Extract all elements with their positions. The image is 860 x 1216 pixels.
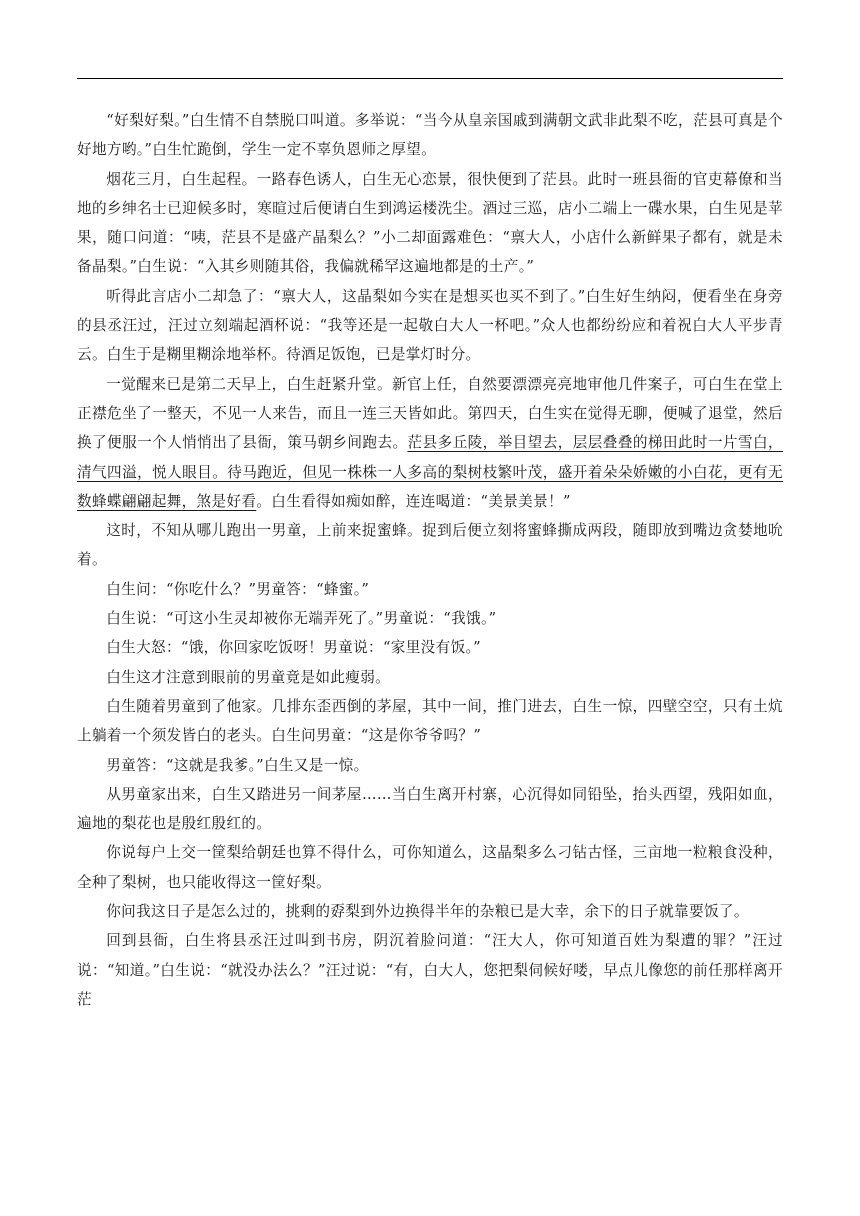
paragraph [77,282,783,370]
paragraph [77,516,783,575]
paragraph [77,575,783,604]
text-segment: 你说每户上交一筐梨给朝廷也算不得什么，可你知道么，这晶梨多么刁钻古怪，三亩地一粒粮食没种，全种了梨树，也只能收得这一筐好梨。 [77,844,783,891]
story-text [77,106,783,1014]
paragraph [77,370,783,516]
paragraph [77,165,783,282]
paragraph [77,692,783,751]
paragraph [77,633,783,662]
text-segment: 白生问：“你吃什么？”男童答：“蜂蜜。” [106,580,370,598]
text-segment: 你问我这日子是怎么过的，挑剩的孬梨到外边换得半年的杂粮已是大幸，余下的日子就靠要饭了。 [106,903,749,921]
text-segment: 烟花三月，白生起程。一路春色诱人，白生无心恋景，很快便到了茫县。此时一班县衙的官吏幕僚和当地的乡绅名士已迎候多时，寒暄过后便请白生到鸿运楼洗尘。酒过三巡，店小二端上一碟水果，白生见是苹果，随口问道：“咦，茫县不是盛产晶梨么？”小二却面露难色：“禀大人，小店什么新鲜果子都有，就是未备晶梨。”白生说：“入其乡则随其俗，我偏就稀罕这遍地都是的土产。” [77,170,783,276]
text-segment: 白生这才注意到眼前的男童竟是如此瘦弱。 [106,668,391,686]
underlined-passage: 茫县多丘陵，举目望去，层层叠叠的梯田此时一片雪白，清气四溢，悦人眼目。待马跑近，但见一株株一人多高的梨树枝繁叶茂，盛开着朵朵娇嫩的小白花，更有无数蜂蝶翩翩起舞，煞是好看 [77,434,783,510]
text-segment: 白生说：“可这小生灵却被你无端弄死了。”男童说：“我饿。” [106,610,497,628]
text-segment: “好梨好梨。”白生情不自禁脱口叫道。多举说：“当今从皇亲国戚到满朝文武非此梨不吃，茫县可真是个好地方哟。”白生忙跪倒，学生一定不辜负恩师之厚望。 [77,112,783,159]
text-segment: 男童答：“这就是我爹。”白生又是一惊。 [106,756,369,774]
header-rule [77,78,783,79]
text-segment: 一觉醒来已是第二天早上，白生赶紧升堂。新官上任，自然要漂漂亮亮地审他几件案子，可白生在堂上正襟危坐了一整天，不见一人来告，而且一连三天皆如此。第四天，白生实在觉得无聊，便喊了退堂，然后换了便服一个人悄悄出了县衙，策马朝乡间跑去。 [77,375,783,452]
paragraph [77,897,783,926]
paragraph [77,926,783,1014]
text-segment: 听得此言店小二却急了：“禀大人，这晶梨如今实在是想买也买不到了。”白生好生纳闷，便看坐在身旁的县丞汪过，汪过立刻端起酒杯说：“我等还是一起敬白大人一杯吧。”众人也都纷纷应和着祝白大人平步青云。白生于是糊里糊涂地举杯。待酒足饭饱，已是掌灯时分。 [77,287,783,364]
paragraph [77,604,783,633]
text-segment: 回到县衙，白生将县丞汪过叫到书房，阴沉着脸问道：“汪大人，你可知道百姓为梨遭的罪？”汪过说：“知道。”白生说：“就没办法么？”汪过说：“有，白大人，您把梨伺候好喽，早点儿像您的前任那样离开茫 [77,932,783,1008]
paragraph [77,751,783,780]
paragraph [77,106,783,165]
paragraph [77,838,783,897]
text-segment: 白生大怒：“饿，你回家吃饭呀！男童说：“家里没有饭。” [106,639,481,657]
paragraph [77,663,783,692]
text-segment: 这时，不知从哪儿跑出一男童，上前来捉蜜蜂。捉到后便立刻将蜜蜂撕成两段，随即放到嘴边贪婪地吮着。 [77,522,783,569]
text-segment: 白生随着男童到了他家。几排东歪西倒的茅屋，其中一间，推门进去，白生一惊，四壁空空，只有土炕上躺着一个须发皆白的老头。白生问男童：“这是你爷爷吗？” [77,697,783,745]
text-segment: 。白生看得如痴如醉，连连喝道：“美景美景！” [256,492,571,510]
paragraph [77,780,783,839]
text-segment: 从男童家出来，白生又踏进另一间茅屋……当白生离开村寨，心沉得如同铅坠，抬头西望，残阳如血，遍地的梨花也是殷红殷红的。 [77,785,783,833]
